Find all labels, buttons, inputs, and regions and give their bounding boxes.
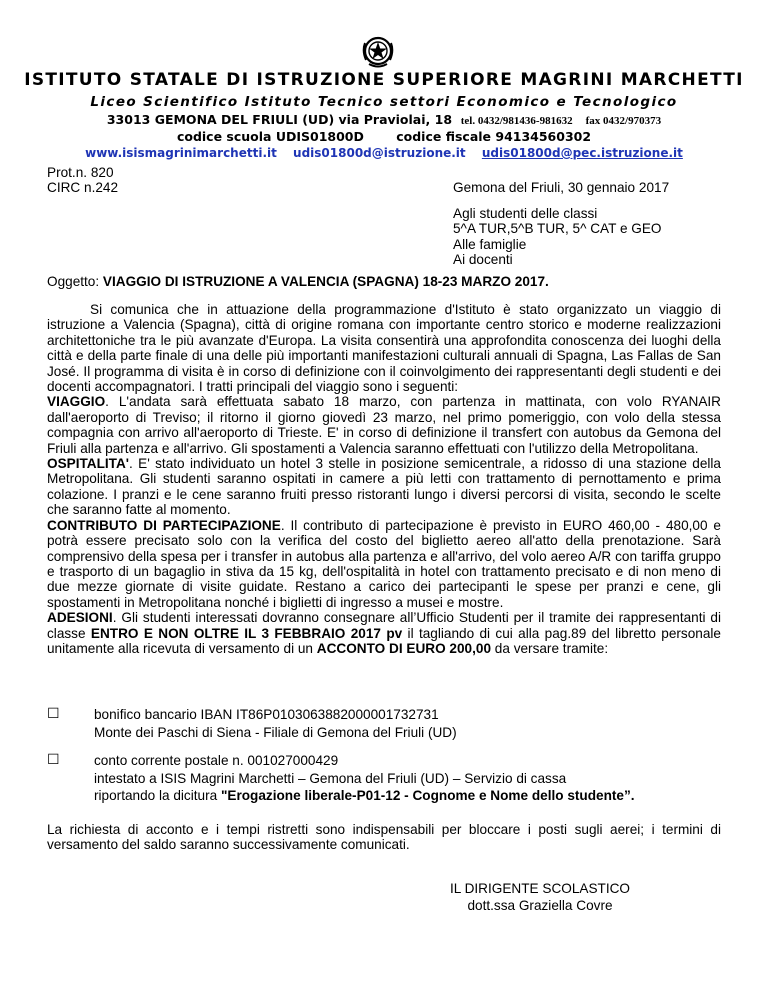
- circular-number: CIRC n.242: [47, 180, 119, 196]
- payment-option-text: [94, 706, 721, 741]
- signature-name: dott.ssa Graziella Covre: [467, 898, 613, 913]
- adesioni-acconto: ACCONTO DI EURO 200,00: [316, 640, 492, 656]
- recipient-line: Ai docenti: [453, 252, 513, 268]
- payment-option-postal-account: [47, 752, 721, 805]
- recipients-block: [453, 206, 662, 268]
- subject-line: [47, 274, 549, 289]
- adesioni-deadline: ENTRO E NON OLTRE IL 3 FEBBRAIO 2017 pv: [90, 625, 403, 641]
- ospitalita-paragraph: [47, 456, 721, 518]
- subject-label: Oggetto:: [47, 274, 103, 289]
- contributo-paragraph: [47, 518, 721, 610]
- recipient-line: 5^A TUR,5^B TUR, 5^ CAT e GEO: [453, 221, 662, 237]
- institute-links: [0, 146, 768, 160]
- checkbox-icon: ☐: [47, 706, 60, 722]
- institute-address-line: [0, 112, 768, 127]
- payment-reference-line: [94, 787, 721, 805]
- subject-text: VIAGGIO DI ISTRUZIONE A VALENCIA (SPAGNA) 18-23 MARZO 2017.: [102, 274, 549, 289]
- italian-republic-emblem-icon: [361, 33, 395, 69]
- reference-text: "Erogazione liberale-P01-12 - Cognome e Nome dello studente”.: [220, 788, 635, 804]
- institute-address: 33013 GEMONA DEL FRIULI (UD) via Praviolai, 18: [106, 112, 453, 127]
- recipient-line: Alle famiglie: [453, 236, 527, 252]
- postal-account-line: conto corrente postale n. 001027000429: [94, 753, 339, 768]
- reference-prefix: riportando la dicitura: [94, 788, 221, 804]
- adesioni-text: . Gli studenti interessati dovranno consegnare all’Ufficio Studenti per il tramite dei rappresentanti di classe: [47, 610, 721, 641]
- postal-holder-line: intestato a ISIS Magrini Marchetti – Gemona del Friuli (UD) – Servizio di cassa: [94, 770, 567, 786]
- ospitalita-text: . E' stato individuato un hotel 3 stelle in posizione semicentrale, a ridosso di una stazione della Metropolitana. Gli studenti saranno ospitati in camere a più letti con trattamento di pernottamento e prima colazione. I pranzi e le cene saranno fruiti presso ristoranti lungo i diversi percorsi di visita, secondo le scelte che saranno fatte al momento.: [47, 456, 721, 518]
- document-date: Gemona del Friuli, 30 gennaio 2017: [453, 180, 670, 195]
- adesioni-text: da versare tramite:: [491, 640, 609, 656]
- checkbox-icon: ☐: [47, 752, 60, 768]
- contributo-heading: CONTRIBUTO DI PARTECIPAZIONE: [47, 517, 281, 533]
- fiscal-code: codice fiscale 94134560302: [396, 129, 592, 144]
- signature-role: IL DIRIGENTE SCOLASTICO: [449, 881, 631, 896]
- protocol-number: Prot.n. 820: [47, 165, 114, 180]
- viaggio-text: . L'andata sarà effettuata sabato 18 marzo, con partenza in mattinata, con volo RYANAIR dall'aeroporto di Treviso; il ritorno il giorno giovedì 23 marzo, nel primo pomeriggio, con volo della stessa compagnia con arrivo all'aeroporto di Trieste. E' in corso di definizione il transfert con autobus da Gemona del Friuli alla partenza e all'arrivo. Gli spostamenti a Valencia saranno effettuati con l'utilizzo della Metropolitana.: [47, 394, 721, 456]
- bank-line: Monte dei Paschi di Siena - Filiale di Gemona del Friuli (UD): [94, 724, 457, 740]
- iban-line: bonifico bancario IBAN IT86P0103063882000001732731: [94, 707, 439, 722]
- website-link[interactable]: www.isismagrinimarchetti.it: [85, 146, 277, 160]
- payment-option-text: [94, 752, 721, 805]
- pec-link[interactable]: udis01800d@pec.istruzione.it: [481, 146, 683, 160]
- email-link[interactable]: udis01800d@istruzione.it: [293, 146, 466, 160]
- recipient-line: Agli studenti delle classi: [453, 206, 598, 221]
- institute-tel: tel. 0432/981436-981632: [460, 115, 573, 127]
- adesioni-text: il tagliando di cui alla pag.89 del libretto personale unitamente alla ricevuta di versamento di un: [47, 625, 721, 656]
- signature-block: [440, 880, 640, 914]
- closing-paragraph: La richiesta di acconto e i tempi ristretti sono indispensabili per bloccare i posti sugli aerei; i termini di versamento del saldo saranno successivamente comunicati.: [47, 822, 721, 853]
- institute-codes: [0, 129, 768, 144]
- ospitalita-heading: OSPITALITA': [47, 456, 130, 472]
- adesioni-paragraph: [47, 610, 721, 656]
- institute-fax: fax 0432/970373: [585, 115, 662, 127]
- letter-body: [47, 302, 721, 656]
- viaggio-heading: VIAGGIO: [47, 394, 106, 410]
- institute-subtitle: Liceo Scientifico Istituto Tecnico settori Economico e Tecnologico: [90, 94, 678, 110]
- protocol-block: [47, 165, 118, 196]
- institute-name: ISTITUTO STATALE DI ISTRUZIONE SUPERIORE MAGRINI MARCHETTI: [24, 70, 744, 90]
- intro-paragraph: Si comunica che in attuazione della programmazione d'Istituto è stato organizzato un viaggio di istruzione a Valencia (Spagna), città di origine romana con importante centro storico e moderne realizzazioni architettoniche tra le più avanzate d'Europa. La visita consentirà una approfondita conoscenza dei luoghi della città e della parte finale di una delle più importanti manifestazioni culturali annuali di Spagna, Las Fallas de San José. Il programma di visita è in corso di definizione con il coinvolgimento dei rappresentanti degli studenti e dei docenti accompagnatori. I tratti principali del viaggio sono i seguenti:: [47, 302, 721, 395]
- payment-option-bank-transfer: [47, 706, 721, 741]
- adesioni-heading: ADESIONI: [47, 610, 113, 626]
- contributo-text: . Il contributo di partecipazione è previsto in EURO 460,00 - 480,00 e potrà essere precisato solo con la verifica del costo del biglietto aereo all'atto della prenotazione. Sarà comprensivo della spesa per i transfer in autobus alla partenza e all'arrivo, del volo aereo A/R con tariffa gruppo e trasporto di un bagaglio in stiva da 15 kg, dell'ospitalità in hotel con trattamento precisato e di non meno di due mezze giornate di visite guidate. Restano a carico dei partecipanti le spese per pranzi e cene, gli spostamenti in Metropolitana nonché i biglietti di ingresso a musei e mostre.: [47, 517, 721, 610]
- school-code: codice scuola UDIS01800D: [176, 129, 364, 144]
- viaggio-paragraph: [47, 394, 721, 456]
